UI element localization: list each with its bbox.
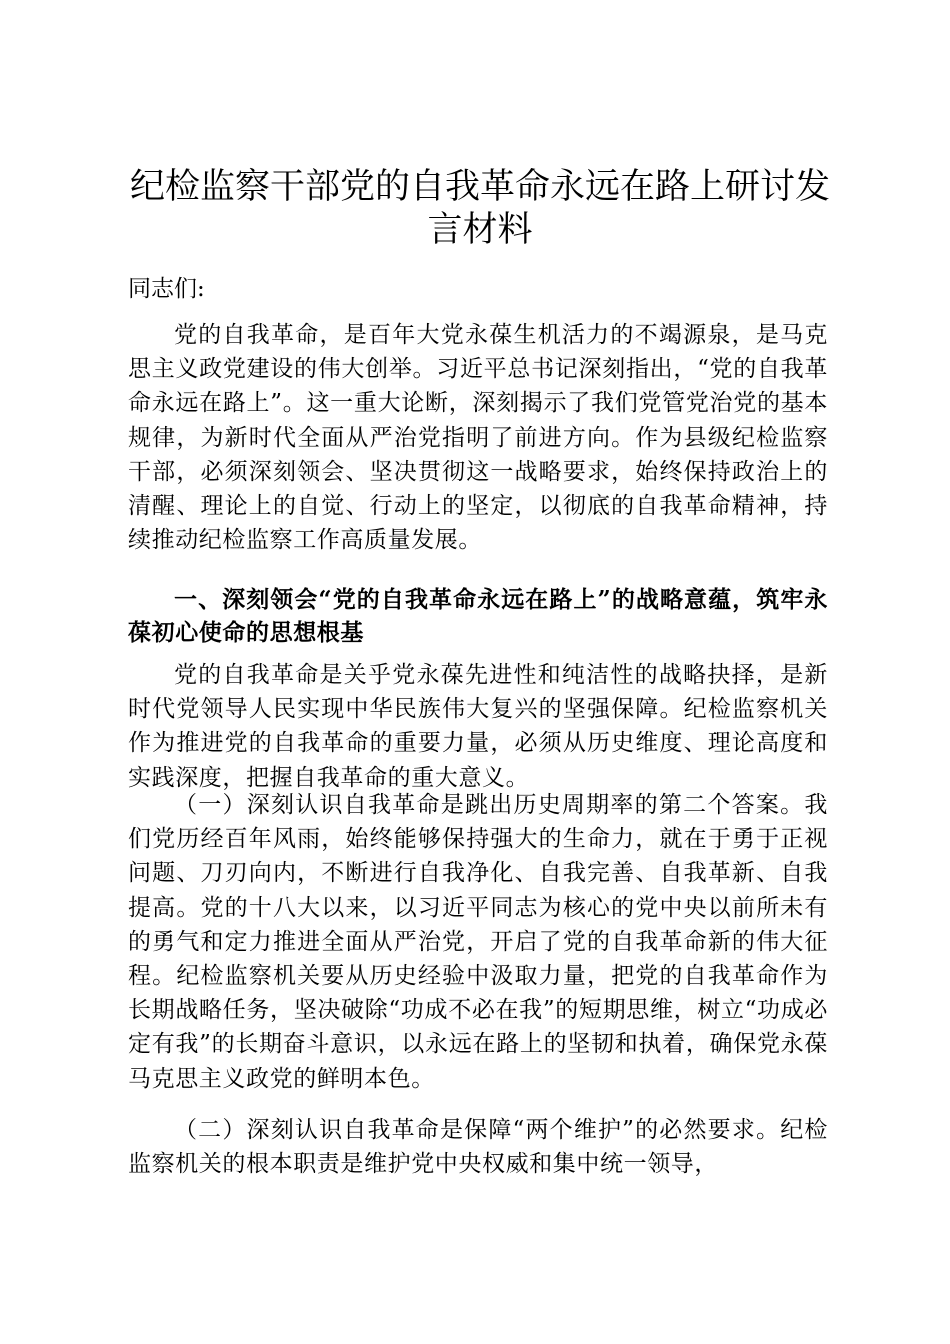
paragraph-subsection-2: （二）深刻认识自我革命是保障“两个维护”的必然要求。纪检监察机关的根本职责是维护党中央权威和集中统一领导， bbox=[128, 1117, 828, 1178]
section-heading-1: 一、深刻领会“党的自我革命永远在路上”的战略意蕴，筑牢永葆初心使命的思想根基 bbox=[128, 586, 828, 646]
paragraph-section-1-intro: 党的自我革命是关乎党永葆先进性和纯洁性的战略抉择，是新时代党领导人民实现中华民族伟大复兴的坚强保障。纪检监察机关作为推进党的自我革命的重要力量，必须从历史维度、理论高度和实践深度，把握自我革命的重大意义。 bbox=[128, 662, 828, 791]
paragraph-subsection-1: （一）深刻认识自我革命是跳出历史周期率的第二个答案。我们党历经百年风雨，始终能够保持强大的生命力，就在于勇于正视问题、刀刃向内，不断进行自我净化、自我完善、自我革新、自我提高。党的十八大以来，以习近平同志为核心的党中央以前所未有的勇气和定力推进全面从严治党，开启了党的自我革命新的伟大征程。纪检监察机关要从历史经验中汲取力量，把党的自我革命作为长期战略任务，坚决破除“功成不必在我”的短期思维，树立“功成必定有我”的长期奋斗意识，以永远在路上的坚韧和执着，确保党永葆马克思主义政党的鲜明本色。 bbox=[128, 792, 828, 1092]
salutation: 同志们: bbox=[128, 276, 205, 302]
document-title: 纪检监察干部党的自我革命永远在路上研讨发言材料 bbox=[129, 167, 830, 250]
paragraph-intro: 党的自我革命，是百年大党永葆生机活力的不竭源泉，是马克思主义政党建设的伟大创举。习近平总书记深刻指出，“党的自我革命永远在路上”。这一重大论断，深刻揭示了我们党管党治党的基本规律，为新时代全面从严治党指明了前进方向。作为县级纪检监察干部，必须深刻领会、坚决贯彻这一战略要求，始终保持政治上的清醒、理论上的自觉、行动上的坚定，以彻底的自我革命精神，持续推动纪检监察工作高质量发展。 bbox=[128, 322, 828, 554]
